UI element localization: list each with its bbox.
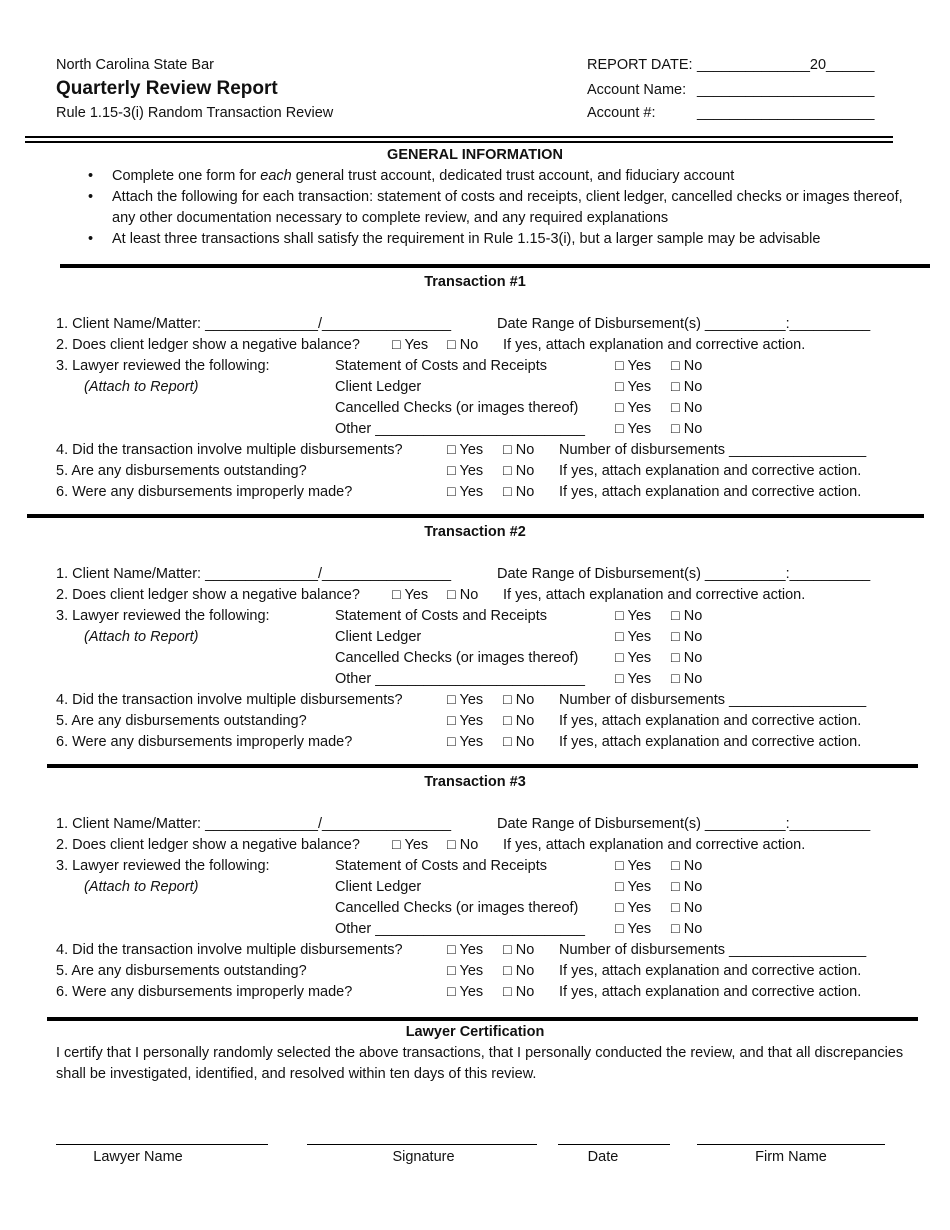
bullet1-text-a: Complete one form for [112,168,261,184]
tx2-outstanding-no-checkbox[interactable]: □ No [503,713,535,729]
page-title: Quarterly Review Report [56,78,278,99]
tx2-reviewed-item4[interactable]: Other __________________________ [335,671,585,687]
tx3-improper-question: 6. Were any disbursements improperly made? [56,984,353,1000]
tx3-attach-note: (Attach to Report) [84,879,199,895]
tx2-outstanding-yes-checkbox[interactable]: □ Yes [447,713,484,729]
tx2-number-of-disbursements-field[interactable]: Number of disbursements _________________ [559,692,867,708]
tx1-negative-balance-explain: If yes, attach explanation and corrective action. [503,337,806,353]
lawyer-name-label: Lawyer Name [93,1149,183,1165]
tx2-reviewed-item4-yes-checkbox[interactable]: □ Yes [615,671,652,687]
tx3-negative-balance-no-checkbox[interactable]: □ No [447,837,479,853]
tx2-outstanding-explain: If yes, attach explanation and corrective action. [559,713,862,729]
tx1-outstanding-explain: If yes, attach explanation and corrective action. [559,463,862,479]
tx2-date-range-field[interactable]: Date Range of Disbursement(s) __________:__________ [497,566,871,582]
tx1-reviewed-item2: Client Ledger [335,379,422,395]
tx1-reviewed-item1-yes-checkbox[interactable]: □ Yes [615,358,652,374]
org-name: North Carolina State Bar [56,57,214,73]
tx2-reviewed-item2-no-checkbox[interactable]: □ No [671,629,703,645]
tx3-multiple-no-checkbox[interactable]: □ No [503,942,535,958]
tx3-improper-no-checkbox[interactable]: □ No [503,984,535,1000]
tx3-reviewed-item4[interactable]: Other __________________________ [335,921,585,937]
bullet1-text-emphasis: each [260,168,292,184]
general-info-list [84,166,904,250]
tx2-multiple-yes-checkbox[interactable]: □ Yes [447,692,484,708]
tx3-negative-balance-yes-checkbox[interactable]: □ Yes [392,837,429,853]
tx3-reviewed-item4-no-checkbox[interactable]: □ No [671,921,703,937]
tx1-outstanding-yes-checkbox[interactable]: □ Yes [447,463,484,479]
tx1-section-rule [60,264,930,268]
tx1-reviewed-item3-yes-checkbox[interactable]: □ Yes [615,400,652,416]
tx3-reviewed-item1-no-checkbox[interactable]: □ No [671,858,703,874]
lawyer-name-line[interactable] [56,1144,268,1145]
tx3-outstanding-explain: If yes, attach explanation and corrective action. [559,963,862,979]
tx2-client-name-field[interactable]: 1. Client Name/Matter: ______________/________________ [56,566,452,582]
certification-heading: Lawyer Certification [405,1024,545,1040]
tx2-negative-balance-yes-checkbox[interactable]: □ Yes [392,587,429,603]
tx1-number-of-disbursements-field[interactable]: Number of disbursements _________________ [559,442,867,458]
list-item: • At least three transactions shall satisfy the requirement in Rule 1.15-3(i), but a larger sample may be advisable [84,229,904,250]
tx1-multiple-disbursements-question: 4. Did the transaction involve multiple disbursements? [56,442,403,458]
tx2-negative-balance-no-checkbox[interactable]: □ No [447,587,479,603]
signature-line[interactable] [307,1144,537,1145]
tx1-negative-balance-no-checkbox[interactable]: □ No [447,337,479,353]
tx3-multiple-disbursements-question: 4. Did the transaction involve multiple disbursements? [56,942,403,958]
tx3-section-rule [47,764,918,768]
tx2-reviewed-item3: Cancelled Checks (or images thereof) [335,650,579,666]
report-date-label: REPORT DATE: [587,57,693,73]
tx1-outstanding-question: 5. Are any disbursements outstanding? [56,463,307,479]
account-name-label: Account Name: [587,82,687,98]
tx2-title: Transaction #2 [424,524,526,540]
page-subtitle: Rule 1.15-3(i) Random Transaction Review [56,105,334,121]
date-label: Date [587,1149,619,1165]
tx3-improper-yes-checkbox[interactable]: □ Yes [447,984,484,1000]
tx2-section-rule [27,514,924,518]
account-name-field[interactable]: ______________________ [697,82,875,98]
tx3-reviewed-item1-yes-checkbox[interactable]: □ Yes [615,858,652,874]
tx1-negative-balance-yes-checkbox[interactable]: □ Yes [392,337,429,353]
tx3-multiple-yes-checkbox[interactable]: □ Yes [447,942,484,958]
tx3-reviewed-item4-yes-checkbox[interactable]: □ Yes [615,921,652,937]
tx1-date-range-field[interactable]: Date Range of Disbursement(s) __________:__________ [497,316,871,332]
tx2-reviewed-item2-yes-checkbox[interactable]: □ Yes [615,629,652,645]
tx1-reviewed-item3-no-checkbox[interactable]: □ No [671,400,703,416]
tx2-multiple-no-checkbox[interactable]: □ No [503,692,535,708]
tx2-negative-balance-question: 2. Does client ledger show a negative balance? [56,587,360,603]
tx1-reviewed-item4-no-checkbox[interactable]: □ No [671,421,703,437]
tx1-reviewed-question: 3. Lawyer reviewed the following: [56,358,270,374]
tx1-outstanding-no-checkbox[interactable]: □ No [503,463,535,479]
tx1-improper-no-checkbox[interactable]: □ No [503,484,535,500]
header-rule-top [25,136,893,138]
tx3-negative-balance-question: 2. Does client ledger show a negative balance? [56,837,360,853]
tx2-reviewed-item3-yes-checkbox[interactable]: □ Yes [615,650,652,666]
tx3-negative-balance-explain: If yes, attach explanation and corrective action. [503,837,806,853]
tx1-negative-balance-question: 2. Does client ledger show a negative balance? [56,337,360,353]
tx3-client-name-field[interactable]: 1. Client Name/Matter: ______________/________________ [56,816,452,832]
tx3-outstanding-no-checkbox[interactable]: □ No [503,963,535,979]
tx2-reviewed-item2: Client Ledger [335,629,422,645]
tx1-improper-explain: If yes, attach explanation and corrective action. [559,484,862,500]
header-rule-bottom [25,141,893,143]
tx1-title: Transaction #1 [424,274,526,290]
tx1-multiple-no-checkbox[interactable]: □ No [503,442,535,458]
tx3-reviewed-item3-yes-checkbox[interactable]: □ Yes [615,900,652,916]
certification-rule [47,1017,918,1021]
list-item: • Attach the following for each transaction: statement of costs and receipts, client ledger, cancelled checks or images thereof, any other documentation necessary to complete review, and any required explanations [84,187,904,229]
firm-name-line[interactable] [697,1144,885,1145]
tx1-attach-note: (Attach to Report) [84,379,199,395]
tx1-improper-yes-checkbox[interactable]: □ Yes [447,484,484,500]
report-date-field[interactable]: ______________20______ [697,57,875,73]
account-number-field[interactable]: ______________________ [697,105,875,121]
bullet1-text-c: general trust account, dedicated trust account, and fiduciary account [291,168,735,184]
tx3-date-range-field[interactable]: Date Range of Disbursement(s) __________:__________ [497,816,871,832]
tx3-reviewed-question: 3. Lawyer reviewed the following: [56,858,270,874]
tx3-outstanding-yes-checkbox[interactable]: □ Yes [447,963,484,979]
tx1-reviewed-item2-no-checkbox[interactable]: □ No [671,379,703,395]
tx3-reviewed-item2-no-checkbox[interactable]: □ No [671,879,703,895]
tx1-reviewed-item2-yes-checkbox[interactable]: □ Yes [615,379,652,395]
tx2-reviewed-item1-no-checkbox[interactable]: □ No [671,608,703,624]
tx3-reviewed-item3: Cancelled Checks (or images thereof) [335,900,579,916]
tx3-improper-explain: If yes, attach explanation and corrective action. [559,984,862,1000]
tx1-client-name-field[interactable]: 1. Client Name/Matter: ______________/________________ [56,316,452,332]
tx2-reviewed-item1-yes-checkbox[interactable]: □ Yes [615,608,652,624]
tx1-improper-question: 6. Were any disbursements improperly made? [56,484,353,500]
tx2-improper-explain: If yes, attach explanation and corrective action. [559,734,862,750]
certification-text: I certify that I personally randomly selected the above transactions, that I personally conducted the review, and that all discrepancies shall be investigated, identified, and resolved within ten days of this review. [56,1045,904,1082]
tx2-improper-yes-checkbox[interactable]: □ Yes [447,734,484,750]
tx1-reviewed-item4-yes-checkbox[interactable]: □ Yes [615,421,652,437]
tx2-reviewed-item3-no-checkbox[interactable]: □ No [671,650,703,666]
tx1-reviewed-item1-no-checkbox[interactable]: □ No [671,358,703,374]
tx2-outstanding-question: 5. Are any disbursements outstanding? [56,713,307,729]
tx2-improper-question: 6. Were any disbursements improperly made? [56,734,353,750]
tx2-multiple-disbursements-question: 4. Did the transaction involve multiple disbursements? [56,692,403,708]
account-number-label: Account #: [587,105,656,121]
tx2-reviewed-item4-no-checkbox[interactable]: □ No [671,671,703,687]
tx3-reviewed-item3-no-checkbox[interactable]: □ No [671,900,703,916]
general-info-heading: GENERAL INFORMATION [387,147,563,163]
tx1-reviewed-item4[interactable]: Other __________________________ [335,421,585,437]
list-item [84,166,904,187]
tx1-reviewed-item1: Statement of Costs and Receipts [335,358,547,374]
signature-label: Signature [392,1149,455,1165]
tx2-attach-note: (Attach to Report) [84,629,199,645]
tx3-title: Transaction #3 [424,774,526,790]
firm-name-label: Firm Name [755,1149,827,1165]
tx2-negative-balance-explain: If yes, attach explanation and corrective action. [503,587,806,603]
tx3-reviewed-item2-yes-checkbox[interactable]: □ Yes [615,879,652,895]
tx3-outstanding-question: 5. Are any disbursements outstanding? [56,963,307,979]
tx1-reviewed-item3: Cancelled Checks (or images thereof) [335,400,579,416]
tx1-multiple-yes-checkbox[interactable]: □ Yes [447,442,484,458]
tx2-reviewed-question: 3. Lawyer reviewed the following: [56,608,270,624]
tx2-reviewed-item1: Statement of Costs and Receipts [335,608,547,624]
tx3-reviewed-item1: Statement of Costs and Receipts [335,858,547,874]
tx3-number-of-disbursements-field[interactable]: Number of disbursements _________________ [559,942,867,958]
tx2-improper-no-checkbox[interactable]: □ No [503,734,535,750]
date-line[interactable] [558,1144,670,1145]
tx3-reviewed-item2: Client Ledger [335,879,422,895]
